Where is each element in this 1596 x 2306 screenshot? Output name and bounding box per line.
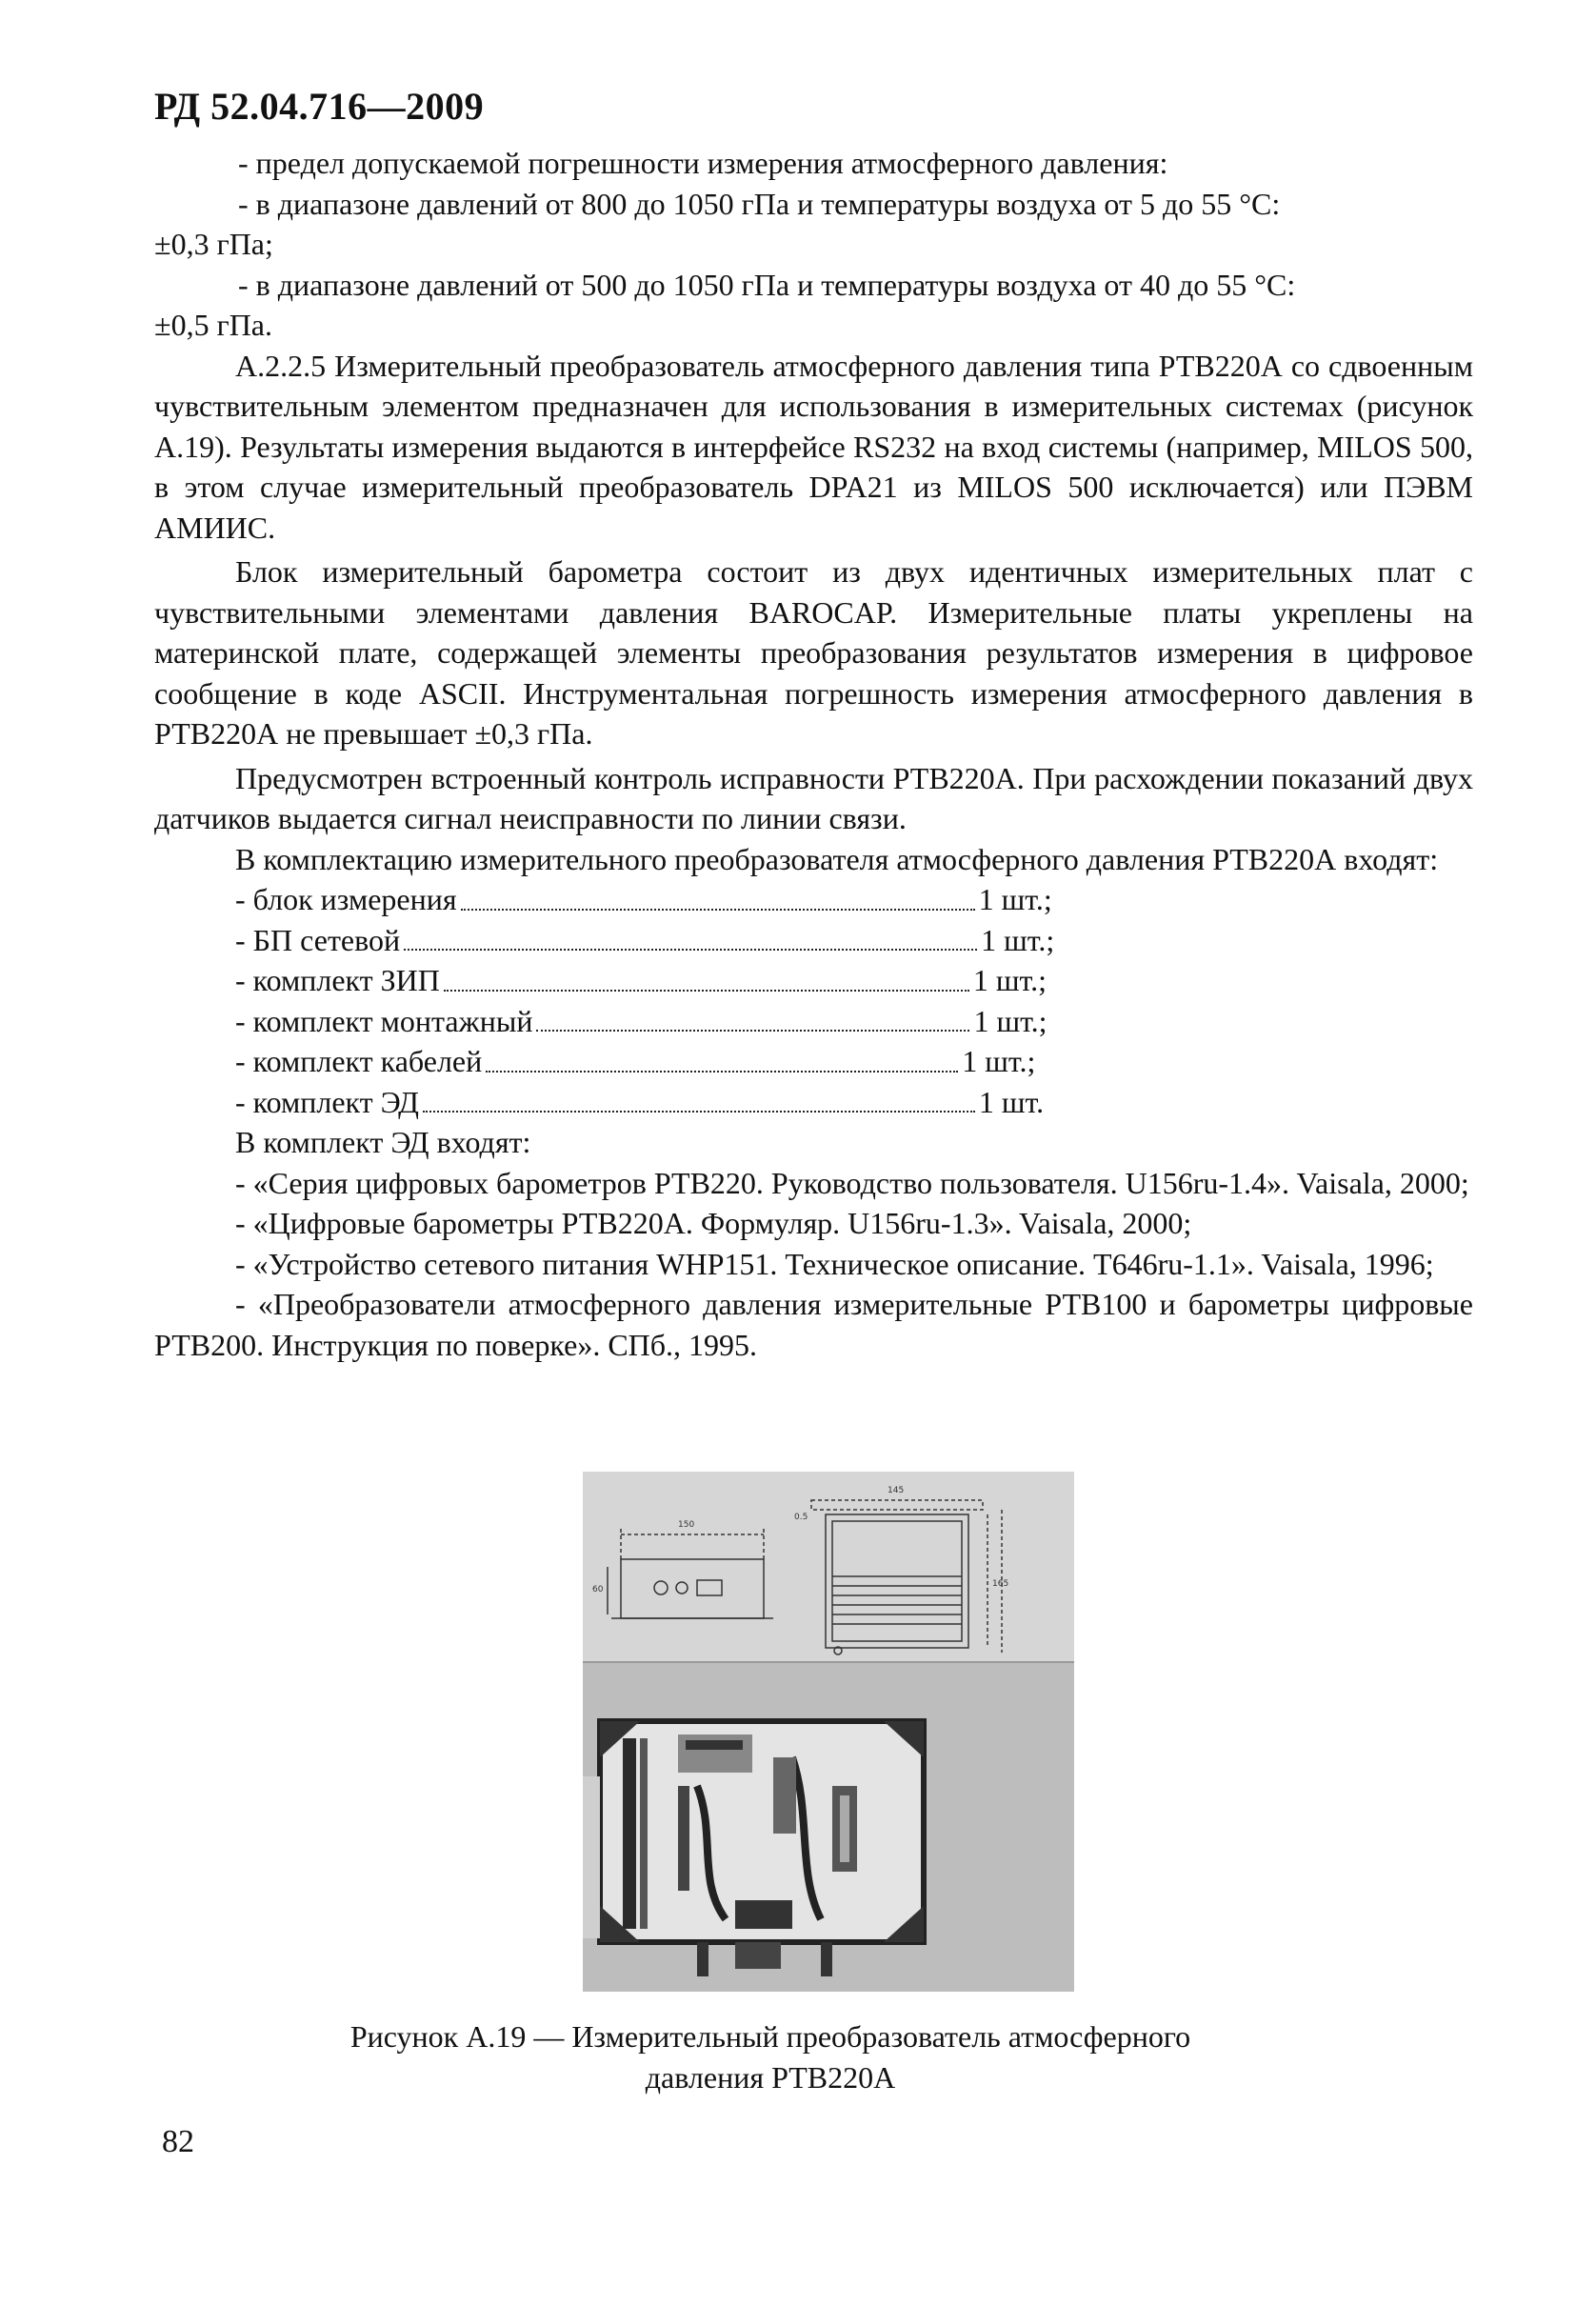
- paragraph-kit-intro: В комплектацию измерительного преобразователя атмосферного давления РТВ220А входят:: [235, 841, 1439, 876]
- kit-item: [154, 879, 1473, 920]
- dot-leader: [423, 1082, 975, 1113]
- ed-intro: В комплект ЭД входят:: [235, 1125, 531, 1159]
- kit-item-qty: 1 шт.;: [973, 1003, 1047, 1038]
- limits-range-1: - в диапазоне давлений от 800 до 1050 гПа и температуры воздуха от 5 до 55 °С:: [238, 186, 1281, 221]
- body-text: [154, 143, 1473, 1365]
- ed-item: - «Преобразователи атмосферного давления измерительные РТВ100 и барометры цифровые РТВ200. Инструкция по поверке». СПб., 1995.: [154, 1287, 1473, 1362]
- kit-item-qty: 1 шт.;: [972, 963, 1047, 997]
- figure-a19-photo: [583, 1472, 1074, 1992]
- kit-item: [154, 1082, 1473, 1123]
- paragraph-barometer-block: Блок измерительный барометра состоит из двух идентичных измерительных плат с чувствительными элементами давления BAROCAP. Измерительные платы укреплены на материнской плате, содержащей элементы преобразования результатов измерения в цифровое сообщение в коде ASCII. Инструментальная погрешность измерения атмосферного давления в РТВ220А не превышает ±0,3 гПа.: [154, 554, 1473, 751]
- ed-item: - «Устройство сетевого питания WHP151. Техническое описание. Т646ru-1.1». Vaisala, 1996;: [235, 1246, 1434, 1281]
- kit-item: [154, 920, 1473, 961]
- dim-label: 145: [888, 1486, 905, 1495]
- kit-item-name: - блок измерения: [235, 882, 457, 916]
- kit-item: [154, 1001, 1473, 1042]
- ed-item: - «Серия цифровых барометров РТВ220. Руководство пользователя. U156ru-1.4». Vaisala, 2000;: [235, 1165, 1469, 1200]
- device-drawing: [583, 1472, 1074, 1992]
- opened-device-photo: [583, 1721, 924, 1976]
- dim-label: 165: [992, 1579, 1009, 1589]
- kit-item-qty: 1 шт.;: [978, 882, 1052, 916]
- kit-item-name: - БП сетевой: [235, 922, 401, 957]
- figure-caption: [154, 2016, 1387, 2098]
- limits-range-2-value: ±0,5 гПа.: [154, 308, 272, 342]
- dim-label: 0.5: [794, 1513, 808, 1522]
- paragraph-a225: А.2.2.5 Измерительный преобразователь атмосферного давления типа РТВ220А со сдвоенным чувствительным элементом предназначен для использования в измерительных системах (рисунок А.19). Результаты измерения выдаются в интерфейсе RS232 на вход системы (например, MILOS 500, в этом случае измерительный преобразователь DPA21 из MILOS 500 исключается) или ПЭВМ АМИИС.: [154, 348, 1473, 545]
- page-number: 82: [162, 2124, 194, 2159]
- dot-leader: [404, 920, 977, 952]
- kit-item-qty: 1 шт.;: [962, 1044, 1036, 1078]
- limits-intro: - предел допускаемой погрешности измерения атмосферного давления:: [238, 146, 1168, 180]
- paragraph-builtin-control: Предусмотрен встроенный контроль исправности РТВ220А. При расхождении показаний двух датчиков выдается сигнал неисправности по линии связи.: [154, 760, 1473, 835]
- limits-range-1-value: ±0,3 гПа;: [154, 227, 273, 261]
- kit-item-name: - комплект ЭД: [235, 1084, 419, 1119]
- caption-line-2: давления РТВ220А: [645, 2060, 896, 2095]
- ed-item: - «Цифровые барометры РТВ220А. Формуляр. U156ru-1.3». Vaisala, 2000;: [235, 1206, 1192, 1240]
- dim-label: 60: [592, 1585, 604, 1594]
- limits-range-2: - в диапазоне давлений от 500 до 1050 гПа и температуры воздуха от 40 до 55 °С:: [238, 267, 1296, 302]
- kit-item-name: - комплект кабелей: [235, 1044, 483, 1078]
- kit-item-name: - комплект монтажный: [235, 1003, 533, 1038]
- kit-item-name: - комплект ЗИП: [235, 963, 440, 997]
- dim-label: 150: [678, 1520, 695, 1530]
- dot-leader: [536, 1001, 969, 1033]
- dot-leader: [486, 1041, 958, 1073]
- document-code-header: РД 52.04.716—2009: [154, 85, 485, 128]
- kit-list: [154, 879, 1473, 1122]
- kit-item: [154, 1041, 1473, 1082]
- caption-line-1: Рисунок А.19 — Измерительный преобразователь атмосферного: [349, 2019, 1191, 2054]
- dot-leader: [444, 960, 969, 992]
- kit-item-qty: 1 шт.;: [981, 922, 1055, 957]
- kit-item: [154, 960, 1473, 1001]
- kit-item-qty: 1 шт.: [978, 1084, 1045, 1119]
- dot-leader: [461, 879, 975, 911]
